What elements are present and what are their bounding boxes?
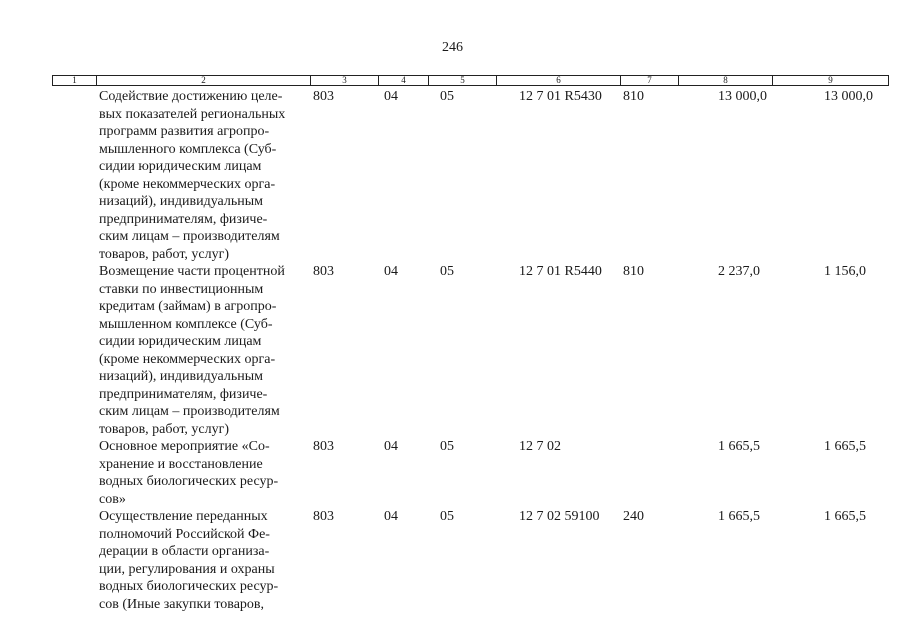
header-col-7: 7: [621, 76, 679, 85]
row-name-line: водных биологических ресур-: [99, 474, 279, 489]
cell-col-4: 04: [384, 509, 398, 524]
cell-col-5: 05: [440, 89, 454, 104]
cell-col-3: 803: [313, 264, 334, 279]
cell-col-8: 13 000,0: [718, 89, 767, 104]
table-row: [0, 508, 905, 613]
header-col-9: 9: [828, 75, 833, 85]
cell-col-9: 1 156,0: [824, 264, 866, 279]
row-name-line: предпринимателям, физиче-: [99, 386, 268, 402]
header-col-3: 3: [311, 76, 379, 85]
header-col-5: 5: [429, 76, 497, 85]
header-col-2: 2: [97, 76, 311, 85]
row-name: [99, 263, 304, 438]
row-name-line: низаций), индивидуальным: [99, 369, 263, 384]
cell-col-6: 12 7 01 R5440: [519, 264, 602, 279]
row-name: [99, 508, 304, 613]
row-name-line: программ развития агропро-: [99, 124, 270, 139]
row-name-line: кредитам (займам) в агропро-: [99, 299, 277, 314]
row-name-line: товаров, работ, услуг): [99, 421, 230, 437]
cell-col-3: 803: [313, 509, 334, 524]
row-name-line: ским лицам – производителям: [99, 229, 280, 244]
cell-col-4: 04: [384, 89, 398, 104]
row-name-line: полномочий Российской Фе-: [99, 526, 270, 542]
cell-col-4: 04: [384, 439, 398, 454]
row-name-line: Осуществление переданных: [99, 509, 268, 524]
row-name-line: хранение и восстановление: [99, 456, 263, 472]
row-name-line: Содействие достижению целе-: [99, 89, 283, 104]
cell-col-5: 05: [440, 509, 454, 524]
row-name-line: вых показателей региональных: [99, 106, 286, 122]
cell-col-7: 810: [623, 89, 644, 104]
cell-col-9: 1 665,5: [824, 439, 866, 454]
table-row: [0, 438, 905, 508]
cell-col-8: 1 665,5: [718, 509, 760, 524]
page-number: 246: [442, 40, 463, 55]
cell-col-4: 04: [384, 264, 398, 279]
row-name-line: Возмещение части процентной: [99, 264, 285, 279]
row-name-line: низаций), индивидуальным: [99, 194, 263, 209]
cell-col-9: 13 000,0: [824, 89, 873, 104]
cell-col-3: 803: [313, 89, 334, 104]
header-col-6: 6: [497, 76, 621, 85]
row-name-line: ции, регулирования и охраны: [99, 561, 275, 577]
table-body: [0, 88, 905, 613]
row-name-line: предпринимателям, физиче-: [99, 211, 268, 227]
row-name-line: ским лицам – производителям: [99, 404, 280, 419]
row-name-line: сидии юридическим лицам: [99, 159, 262, 174]
header-col-1: 1: [53, 76, 97, 85]
table-row: [0, 88, 905, 263]
cell-col-8: 1 665,5: [718, 439, 760, 454]
row-name-line: сов (Иные закупки товаров,: [99, 596, 265, 612]
cell-col-5: 05: [440, 264, 454, 279]
header-col-4: 4: [379, 76, 429, 85]
row-name-line: (кроме некоммерческих орга-: [99, 351, 276, 367]
row-name-line: мышленном комплексе (Суб-: [99, 316, 273, 332]
table-row: [0, 263, 905, 438]
row-name-line: сов»: [99, 491, 126, 507]
cell-col-5: 05: [440, 439, 454, 454]
row-name-line: товаров, работ, услуг): [99, 246, 230, 262]
row-name-line: (кроме некоммерческих орга-: [99, 176, 276, 192]
cell-col-3: 803: [313, 439, 334, 454]
row-name-line: ставки по инвестиционным: [99, 281, 264, 297]
cell-col-6: 12 7 02 59100: [519, 509, 600, 524]
cell-col-7: 810: [623, 264, 644, 279]
cell-col-9: 1 665,5: [824, 509, 866, 524]
table-header: [52, 75, 889, 86]
row-name: [99, 438, 304, 508]
row-name-line: сидии юридическим лицам: [99, 334, 262, 349]
row-name: [99, 88, 304, 263]
cell-col-7: 240: [623, 509, 644, 524]
row-name-line: водных биологических ресур-: [99, 579, 279, 594]
cell-col-6: 12 7 01 R5430: [519, 89, 602, 104]
row-name-line: дерации в области организа-: [99, 544, 270, 559]
cell-col-6: 12 7 02: [519, 439, 561, 454]
row-name-line: Основное мероприятие «Со-: [99, 439, 270, 454]
row-name-line: мышленного комплекса (Суб-: [99, 141, 277, 157]
cell-col-8: 2 237,0: [718, 264, 760, 279]
header-col-8: 8: [679, 76, 773, 85]
